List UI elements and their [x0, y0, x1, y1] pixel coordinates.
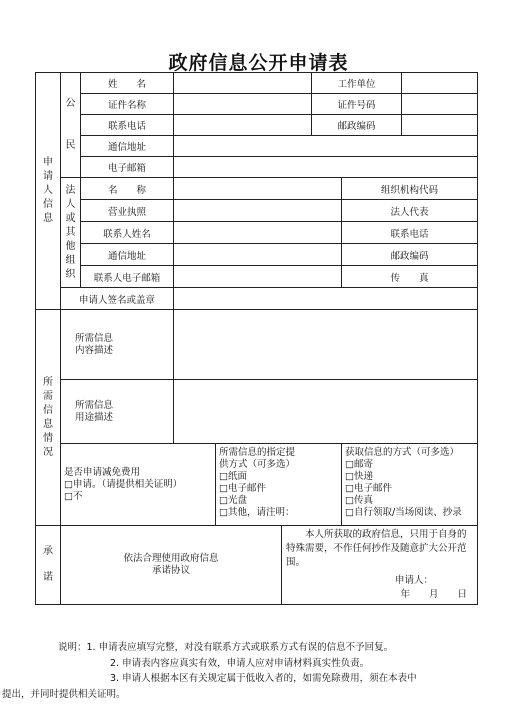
org-address-label: 通信地址 — [81, 244, 174, 266]
contact-email-input[interactable] — [174, 266, 342, 288]
citizen-email-input[interactable] — [174, 157, 478, 178]
org-name-input[interactable] — [174, 178, 342, 200]
signature-input[interactable] — [174, 288, 478, 310]
org-name-label: 名 称 — [81, 178, 174, 200]
work-unit-label: 工作单位 — [312, 73, 402, 94]
license-input[interactable] — [174, 200, 342, 222]
citizen-phone-input[interactable] — [174, 115, 312, 136]
fee-waiver-cell[interactable]: 是否申请减免费用 □申请。（请提供相关证明） □不 — [61, 444, 216, 526]
note-3: 3. 申请人根据本区有关规定属于低收入者的，如需免除费用，须在本表中 — [110, 673, 417, 684]
applicant-section-label: 申 请 人 信 息 — [36, 73, 61, 310]
citizen-name-label: 姓 名 — [81, 73, 174, 94]
org-address-input[interactable] — [174, 244, 342, 266]
purpose-desc-input[interactable] — [174, 380, 478, 444]
citizen-phone-label: 联系电话 — [81, 115, 174, 136]
org-code-label: 组织机构代码 — [342, 178, 478, 200]
work-unit-input[interactable] — [402, 73, 478, 94]
content-desc-input[interactable] — [174, 310, 478, 380]
content-desc-label: 所需信息 内容描述 — [61, 310, 174, 380]
form-notes — [2, 640, 488, 702]
sign-date-label: 年 月 日 — [400, 589, 468, 600]
application-form-table — [35, 72, 478, 605]
note-3-cont: 提出，并同时提供相关证明。 — [2, 688, 126, 700]
org-postcode-label: 邮政编码 — [342, 244, 478, 266]
form-title: 政府信息公开申请表 — [168, 52, 349, 74]
signature-label: 申请人签名或盖章 — [61, 288, 174, 310]
citizen-address-input[interactable] — [174, 136, 478, 157]
provide-method-cell[interactable]: 所需信息的指定提 供方式（可多选） □纸面 □电子邮件 □光盘 □其他，请注明： — [216, 444, 342, 526]
citizen-postcode-input[interactable] — [402, 115, 478, 136]
contact-name-input[interactable] — [174, 222, 342, 244]
citizen-postcode-label: 邮政编码 — [312, 115, 402, 136]
citizen-name-input[interactable] — [174, 73, 312, 94]
legal-rep-label: 法人代表 — [342, 200, 478, 222]
applicant-sign-label: 申请人： — [395, 575, 434, 586]
license-label: 营业执照 — [81, 200, 174, 222]
promise-text-cell — [282, 526, 478, 605]
id-number-input[interactable] — [402, 94, 478, 115]
contact-name-label: 联系人姓名 — [81, 222, 174, 244]
id-name-input[interactable] — [174, 94, 312, 115]
citizen-address-label: 通信地址 — [81, 136, 174, 157]
id-name-label: 证件名称 — [81, 94, 174, 115]
citizen-email-label: 电子邮箱 — [81, 157, 174, 178]
org-phone-label: 联系电话 — [342, 222, 478, 244]
obtain-method-cell[interactable]: 获取信息的方式（可多选） □邮寄 □快递 □电子邮件 □传真 □自行领取/当场阅读、抄录 — [342, 444, 478, 526]
contact-email-label: 联系人电子邮箱 — [81, 266, 174, 288]
note-1: 说明：1. 申请表应填写完整，对没有联系方式或联系方式有误的信息不予回复。 — [58, 642, 394, 653]
promise-agreement-label: 依法合理使用政府信息 承诺协议 — [61, 526, 282, 605]
info-section-label: 所 需 信 息 情 况 — [36, 310, 61, 526]
purpose-desc-label: 所需信息 用途描述 — [61, 380, 174, 444]
fax-label: 传 真 — [342, 266, 478, 288]
promise-text: 本人所获取的政府信息，只用于自身的特殊需要，不作任何抄作及随意扩大公开范围。 — [286, 529, 467, 568]
id-number-label: 证件号码 — [312, 94, 402, 115]
note-2: 2. 申请表内容应真实有效，申请人应对申请材料真实性负责。 — [110, 657, 370, 669]
org-label: 法 人 或 其 他 组 织 — [61, 178, 81, 288]
promise-section-label: 承 诺 — [36, 526, 61, 605]
citizen-label: 公 民 — [61, 73, 81, 178]
